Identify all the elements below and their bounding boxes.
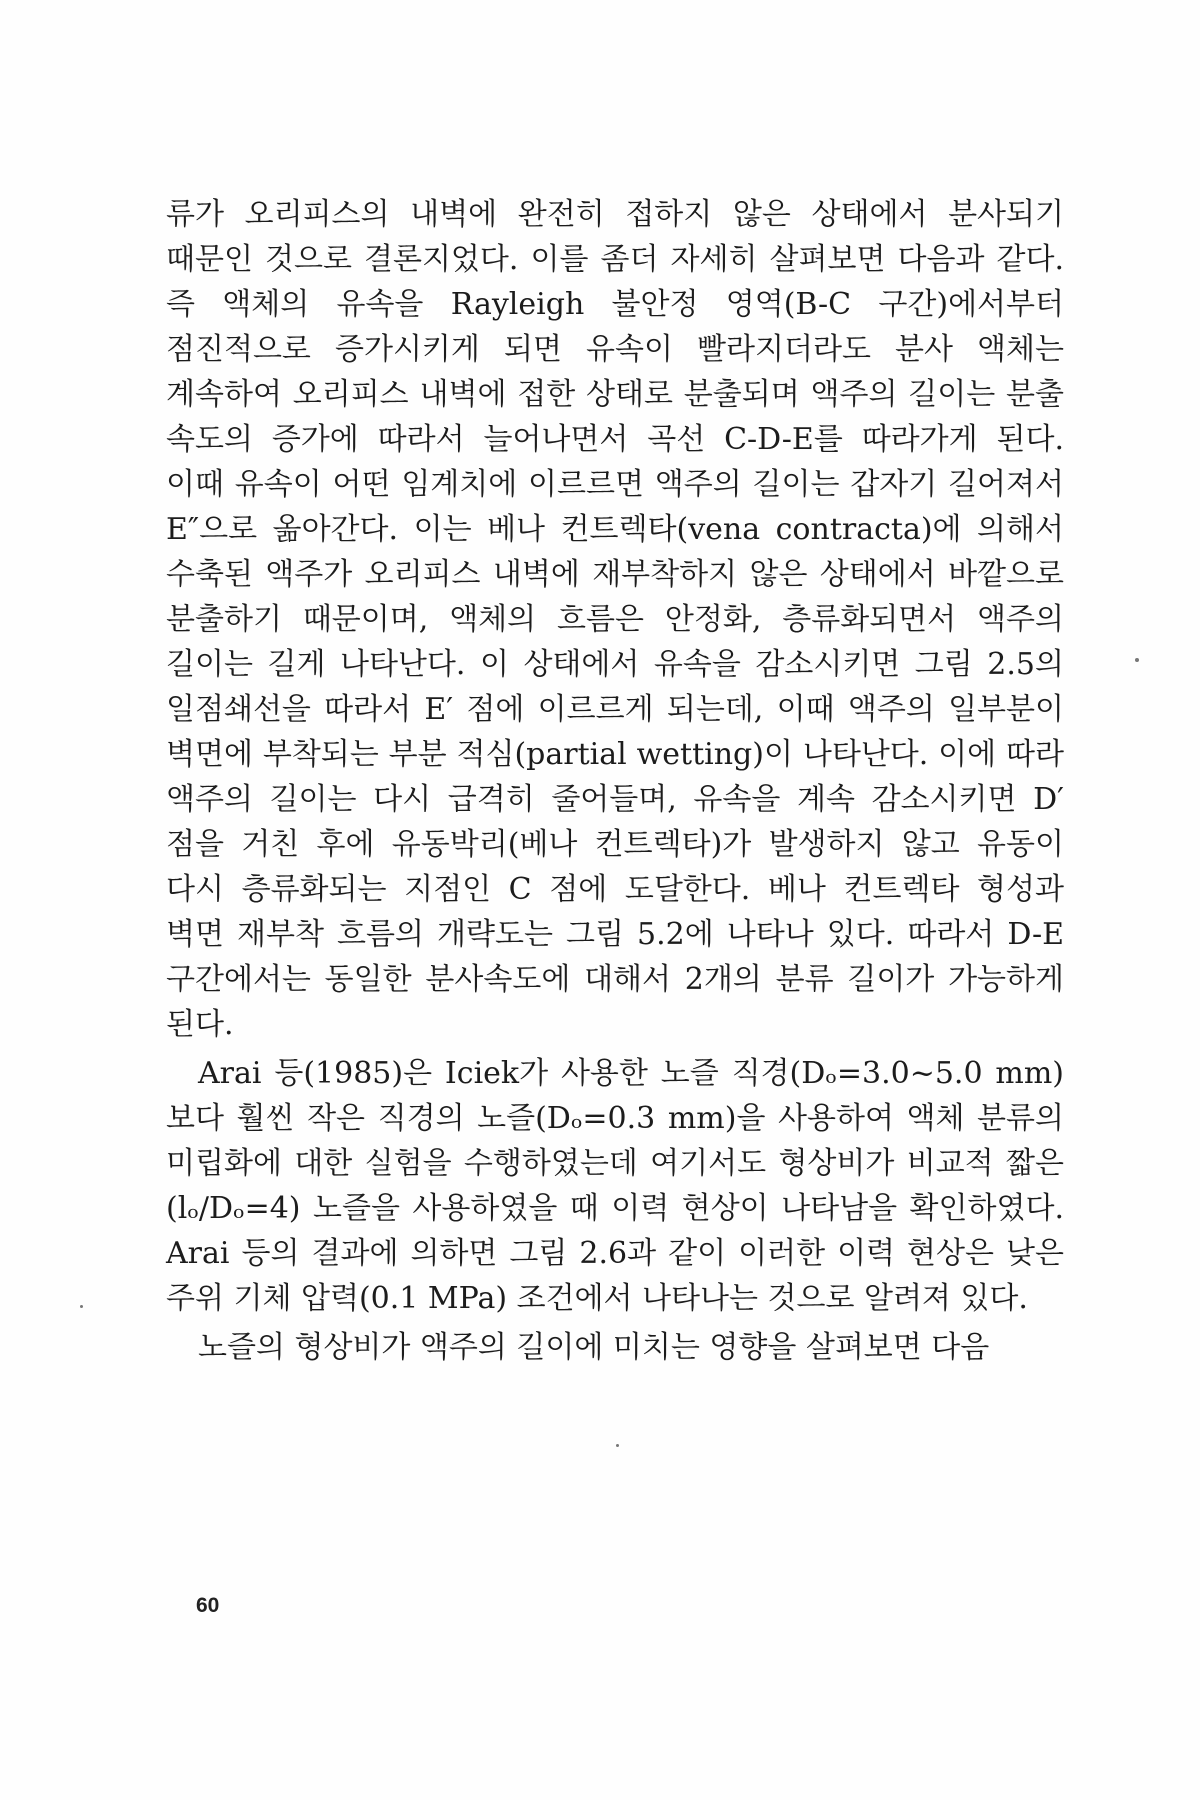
scan-speck: [616, 1444, 619, 1447]
page-number: 60: [196, 1594, 220, 1617]
body-text: [166, 192, 1064, 1374]
scan-speck: [80, 1305, 83, 1308]
paragraph-3: 노즐의 형상비가 액주의 길이에 미치는 영향을 살펴보면 다음: [198, 1330, 990, 1365]
paragraph-1: 류가 오리피스의 내벽에 완전히 접하지 않은 상태에서 분사되기 때문인 것으로 결론지었다. 이를 좀더 자세히 살펴보면 다음과 같다. 즉 액체의 유속을 Rayleigh 불안정 영역(B-C 구간)에서부터 점진적으로 증가시키게 되면 유속이 빨라지더라도 분사 액체는 계속하여 오리피스 내벽에 접한 상태로 분출되며 액주의 길이는 분출 속도의 증가에 따라서 늘어나면서 곡선 C-D-E를 따라가게 된다. 이때 유속이 어떤 임계치에 이르르면 액주의 길이는 갑자기 길어져서 E″으로 옮아간다. 이는 베나 컨트렉타(vena contracta)에 의해서 수축된 액주가 오리피스 내벽에 재부착하지 않은 상태에서 바깥으로 분출하기 때문이며, 액체의 흐름은 안정화, 층류화되면서 액주의 길이는 길게 나타난다. 이 상태에서 유속을 감소시키면 그림 2.5의 일점쇄선을 따라서 E′ 점에 이르르게 되는데, 이때 액주의 일부분이 벽면에 부착되는 부분 적심(partial wetting)이 나타난다. 이에 따라 액주의 길이는 다시 급격히 줄어들며, 유속을 계속 감소시키면 D′ 점을 거친 후에 유동박리(베나 컨트렉타)가 발생하지 않고 유동이 다시 층류화되는 지점인 C 점에 도달한다. 베나 컨트렉타 형성과 벽면 재부착 흐름의 개략도는 그림 5.2에 나타나 있다. 따라서 D-E 구간에서는 동일한 분사속도에 대해서 2개의 분류 길이가 가능하게 된다.: [166, 197, 1064, 1042]
paragraph-2: Arai 등(1985)은 Iciek가 사용한 노즐 직경(Dₒ=3.0~5.0 mm)보다 훨씬 작은 직경의 노즐(Dₒ=0.3 mm)을 사용하여 액체 분류의 미립화에 대한 실험을 수행하였는데 여기서도 형상비가 비교적 짧은 (lₒ/Dₒ=4) 노즐을 사용하였을 때 이력 현상이 나타남을 확인하였다. Arai 등의 결과에 의하면 그림 2.6과 같이 이러한 이력 현상은 낮은 주위 기체 압력(0.1 MPa) 조건에서 나타나는 것으로 알려져 있다.: [166, 1056, 1064, 1316]
scan-speck: [1135, 658, 1139, 662]
